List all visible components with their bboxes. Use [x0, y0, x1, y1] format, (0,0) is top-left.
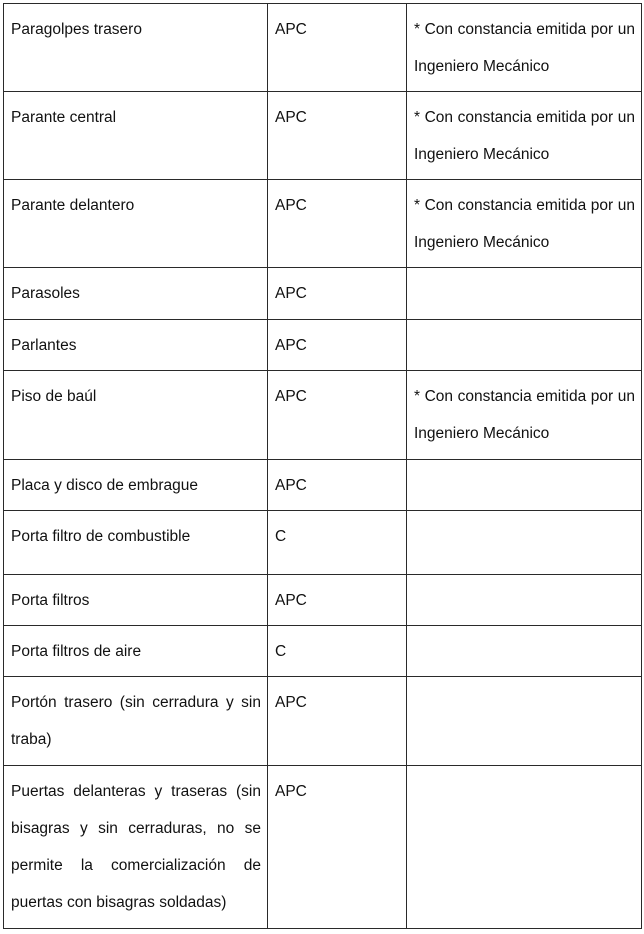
code-cell: APC — [268, 766, 407, 929]
table-row — [4, 766, 642, 929]
code-cell: APC — [268, 4, 407, 92]
part-name-cell: Porta filtro de combustible — [4, 511, 268, 575]
table-row — [4, 626, 642, 677]
table-row — [4, 180, 642, 268]
table-row — [4, 320, 642, 371]
part-name-cell: Porta filtros — [4, 575, 268, 626]
table-row — [4, 677, 642, 766]
table-row — [4, 4, 642, 92]
code-cell: APC — [268, 460, 407, 511]
note-cell — [407, 575, 642, 626]
part-name-cell: Parasoles — [4, 268, 268, 320]
note-cell — [407, 511, 642, 575]
note-cell: * Con constancia emitida por un Ingeniero Mecánico — [407, 92, 642, 180]
parts-table — [3, 3, 642, 929]
code-cell: APC — [268, 320, 407, 371]
part-name-cell: Portón trasero (sin cerradura y sin traba) — [4, 677, 268, 766]
table-row — [4, 92, 642, 180]
code-cell: APC — [268, 677, 407, 766]
note-cell — [407, 626, 642, 677]
part-name-cell: Porta filtros de aire — [4, 626, 268, 677]
table-row — [4, 268, 642, 320]
code-cell: C — [268, 626, 407, 677]
code-cell: APC — [268, 575, 407, 626]
note-cell — [407, 320, 642, 371]
note-cell: * Con constancia emitida por un Ingeniero Mecánico — [407, 4, 642, 92]
code-cell: APC — [268, 268, 407, 320]
table-row — [4, 575, 642, 626]
table-row — [4, 460, 642, 511]
code-cell: APC — [268, 371, 407, 460]
code-cell: APC — [268, 180, 407, 268]
code-cell: C — [268, 511, 407, 575]
part-name-cell: Paragolpes trasero — [4, 4, 268, 92]
table-row — [4, 371, 642, 460]
note-cell — [407, 766, 642, 929]
note-cell — [407, 677, 642, 766]
note-cell — [407, 268, 642, 320]
note-cell: * Con constancia emitida por un Ingeniero Mecánico — [407, 371, 642, 460]
part-name-cell: Puertas delanteras y traseras (sin bisagras y sin cerraduras, no se permite la comercialización de puertas con bisagras soldadas) — [4, 766, 268, 929]
part-name-cell: Placa y disco de embrague — [4, 460, 268, 511]
table-row — [4, 511, 642, 575]
note-cell: * Con constancia emitida por un Ingeniero Mecánico — [407, 180, 642, 268]
part-name-cell: Parlantes — [4, 320, 268, 371]
parts-table-body — [4, 4, 642, 929]
part-name-cell: Piso de baúl — [4, 371, 268, 460]
part-name-cell: Parante central — [4, 92, 268, 180]
note-cell — [407, 460, 642, 511]
part-name-cell: Parante delantero — [4, 180, 268, 268]
code-cell: APC — [268, 92, 407, 180]
